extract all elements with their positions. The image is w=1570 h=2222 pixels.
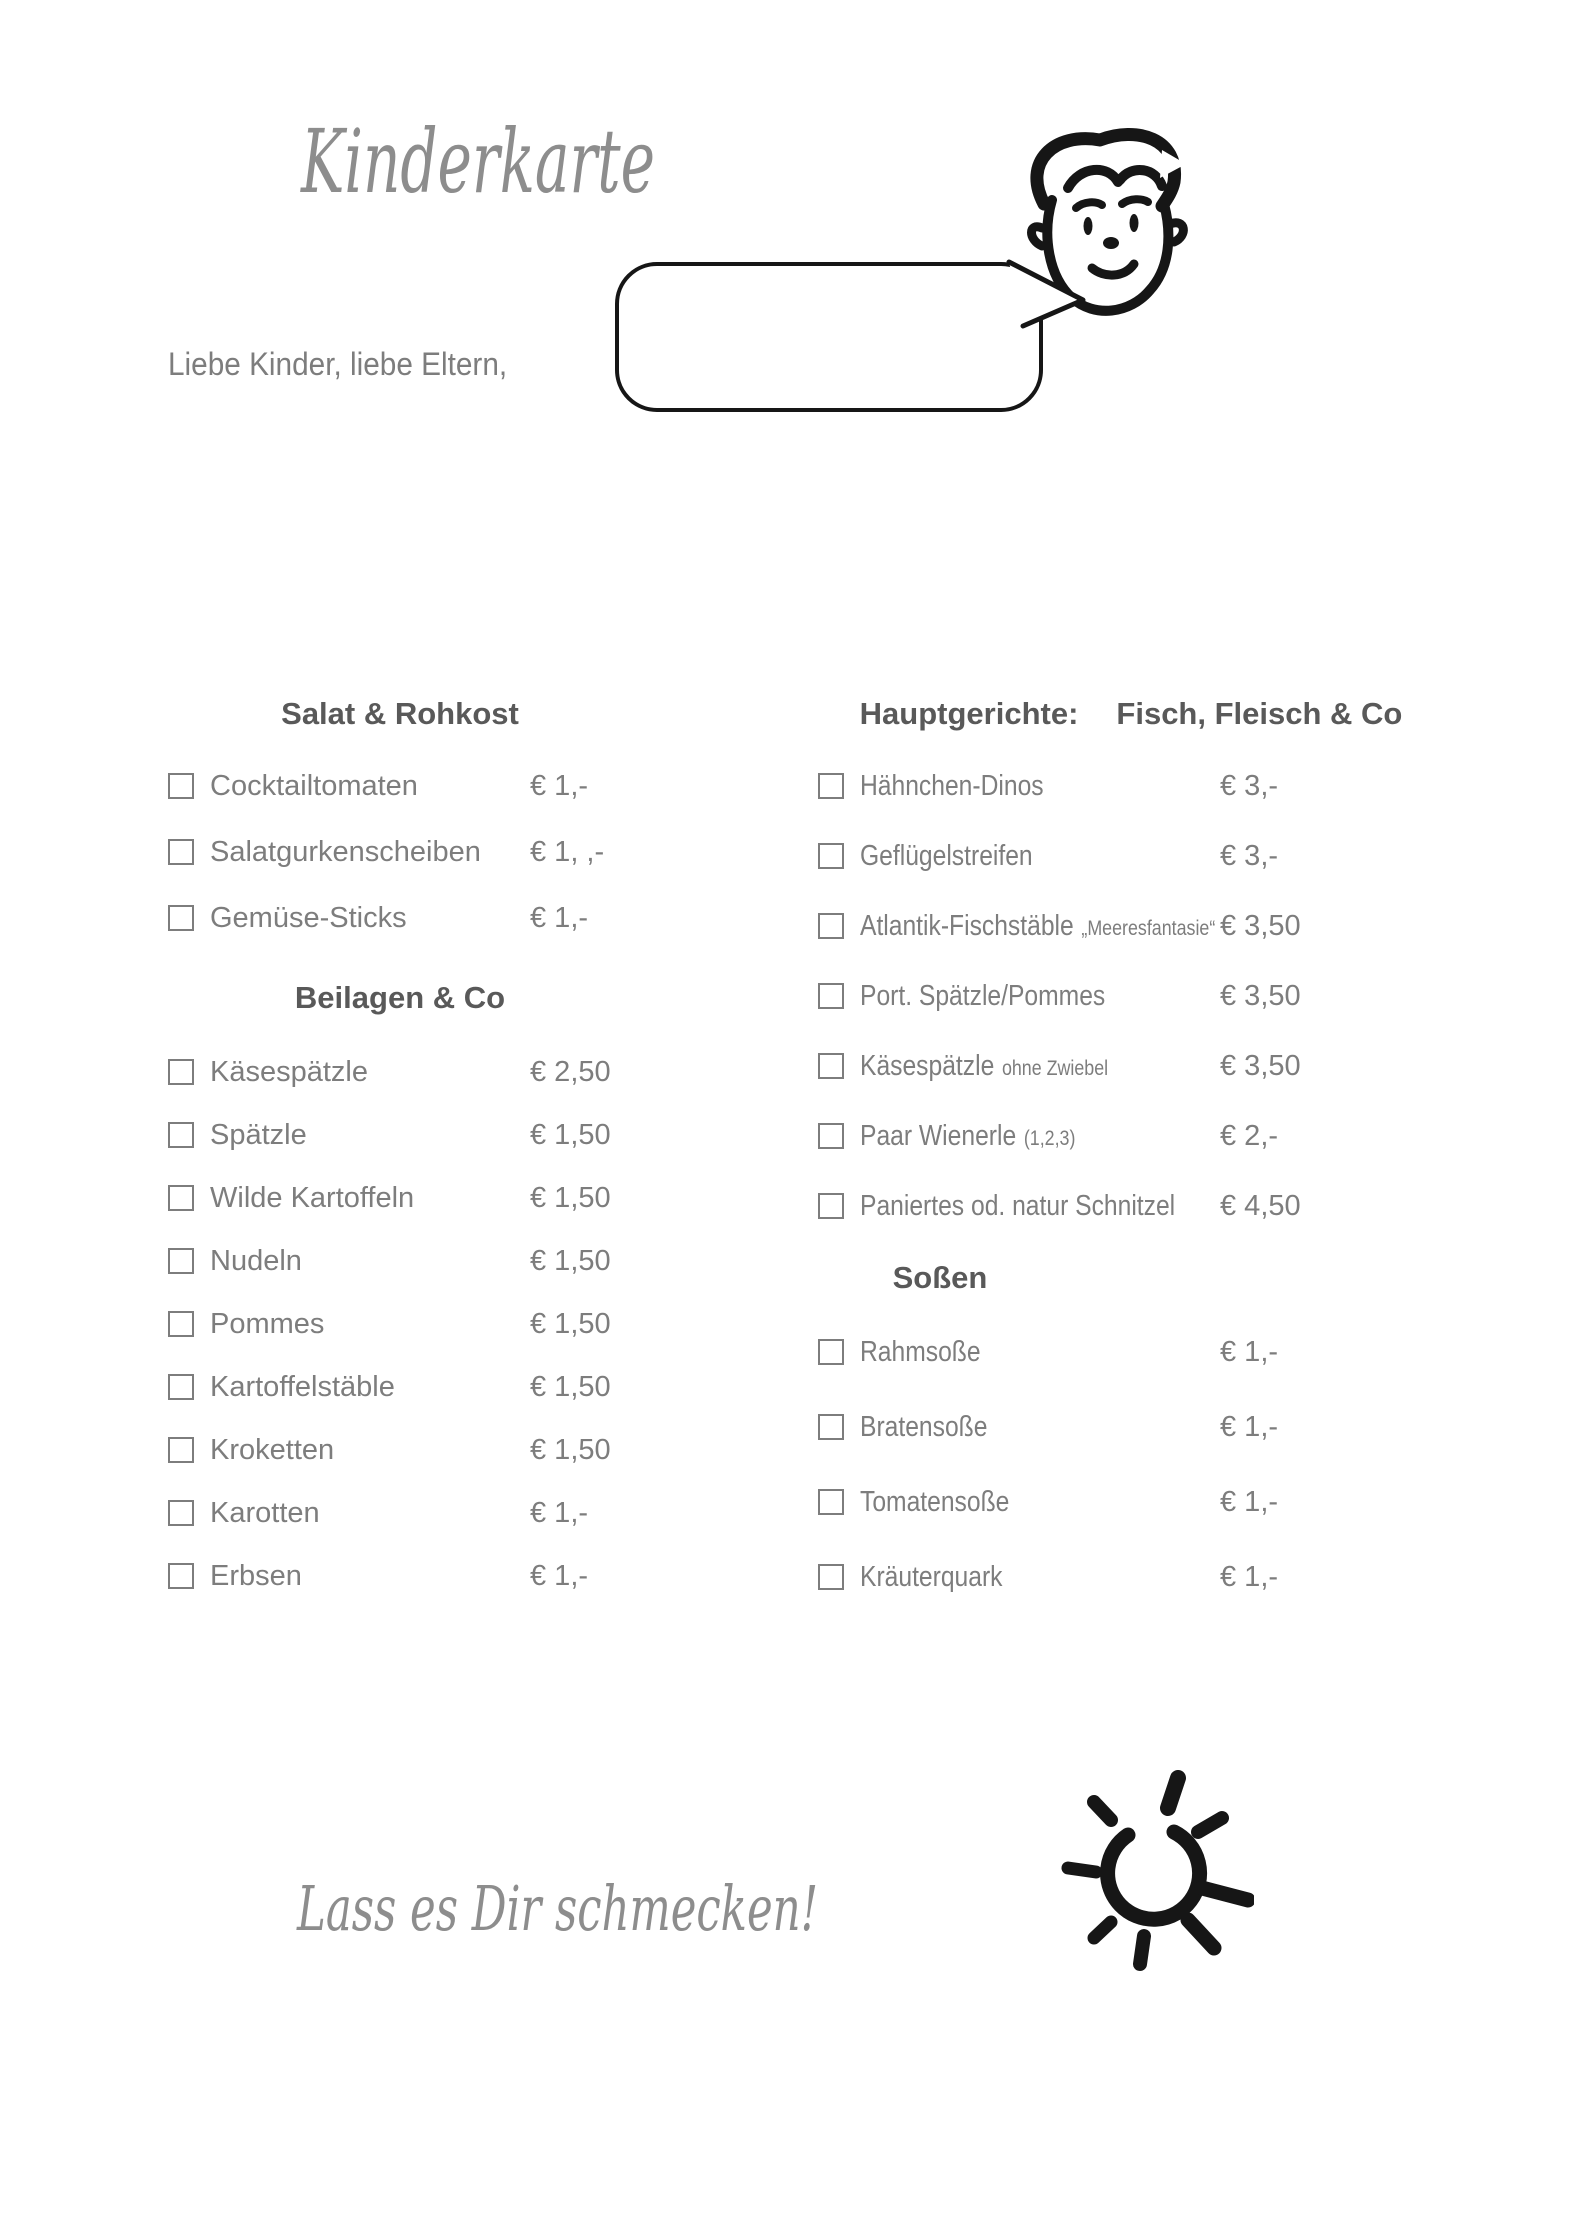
item-price: € 1,- — [1220, 1485, 1279, 1518]
item-checkbox[interactable] — [818, 1193, 844, 1219]
item-price: € 3,50 — [1220, 909, 1301, 942]
item-label-text: Gemüse-Sticks — [210, 901, 407, 934]
menu-item-row — [150, 1245, 650, 1277]
item-price: € 2,- — [1220, 1119, 1279, 1152]
item-price: € 1,50 — [530, 1244, 611, 1277]
item-label — [860, 1411, 987, 1444]
item-checkbox[interactable] — [818, 1053, 844, 1079]
item-label — [210, 1371, 395, 1404]
item-label — [210, 902, 407, 935]
item-price: € 1,- — [530, 1496, 589, 1529]
menu-item-row — [810, 1190, 1350, 1222]
heading-hauptgerichte-label: Hauptgerichte: — [859, 696, 1079, 731]
item-label-text: Salatgurkenscheiben — [210, 835, 481, 868]
item-checkbox[interactable] — [168, 1122, 194, 1148]
item-checkbox[interactable] — [818, 1489, 844, 1515]
item-price: € 4,50 — [1220, 1189, 1301, 1222]
item-price: € 1,- — [530, 901, 589, 934]
item-price: € 1,- — [1220, 1410, 1279, 1443]
item-label-text: Pommes — [210, 1307, 325, 1340]
item-label — [860, 1190, 1175, 1223]
item-price: € 3,- — [1220, 769, 1279, 802]
item-price: € 1,- — [530, 1559, 589, 1592]
item-label-text: Geflügelstreifen — [860, 839, 1033, 872]
speech-bubble — [615, 262, 1043, 412]
item-label-text: Kartoffelstäble — [210, 1370, 395, 1403]
section-heading-hauptgerichte — [861, 696, 1401, 732]
menu-item-row — [150, 1497, 650, 1529]
item-label-text: Hähnchen-Dinos — [860, 769, 1044, 802]
item-label-text: Käsespätzle — [210, 1055, 368, 1088]
menu-item-row — [150, 1434, 650, 1466]
sun-icon — [1056, 1770, 1254, 1972]
item-checkbox[interactable] — [168, 1185, 194, 1211]
item-label-text: Nudeln — [210, 1244, 302, 1277]
item-checkbox[interactable] — [168, 1059, 194, 1085]
item-label-text: Port. Spätzle/Pommes — [860, 979, 1106, 1012]
item-label-text: Kräuterquark — [860, 1560, 1003, 1593]
item-label-text: Spätzle — [210, 1118, 307, 1151]
menu-item-row — [150, 1371, 650, 1403]
speech-bubble-tail — [1005, 254, 1090, 334]
menu-column-left — [150, 696, 650, 1623]
section-heading-beilagen: Beilagen & Co — [294, 980, 506, 1015]
item-label-text: Wilde Kartoffeln — [210, 1181, 415, 1214]
item-label-text: Käsespätzle — [860, 1049, 995, 1082]
section-sossen-items — [810, 1336, 1350, 1593]
menu-column-right — [810, 696, 1403, 1636]
item-label — [860, 980, 1105, 1013]
item-checkbox[interactable] — [818, 1123, 844, 1149]
item-label-text: Erbsen — [210, 1559, 302, 1592]
item-note: „Meeresfantasie“ — [1081, 916, 1216, 940]
item-checkbox[interactable] — [168, 1437, 194, 1463]
item-price: € 3,50 — [1220, 1049, 1301, 1082]
item-label — [860, 1120, 1075, 1153]
item-label-text: Paniertes od. natur Schnitzel — [860, 1189, 1176, 1222]
page-title: Kinderkarte — [301, 110, 655, 213]
item-label-text: Rahmsoße — [860, 1335, 981, 1368]
section-heading-salat: Salat & Rohkost — [281, 696, 519, 731]
item-label-text: Bratensoße — [860, 1410, 988, 1443]
item-label — [860, 770, 1044, 803]
item-checkbox[interactable] — [818, 1414, 844, 1440]
item-label — [860, 910, 1215, 943]
menu-item-row — [150, 1560, 650, 1592]
menu-item-row — [150, 836, 650, 868]
item-price: € 1,50 — [530, 1433, 611, 1466]
item-checkbox[interactable] — [168, 773, 194, 799]
item-checkbox[interactable] — [818, 843, 844, 869]
item-label — [210, 1245, 302, 1278]
item-price: € 2,50 — [530, 1055, 611, 1088]
item-label — [860, 1050, 1108, 1083]
menu-item-row — [810, 1561, 1350, 1593]
item-label — [210, 836, 481, 869]
menu-item-row — [150, 770, 650, 802]
item-checkbox[interactable] — [168, 839, 194, 865]
item-checkbox[interactable] — [168, 1563, 194, 1589]
item-checkbox[interactable] — [168, 1374, 194, 1400]
item-label — [860, 1486, 1009, 1519]
item-checkbox[interactable] — [818, 983, 844, 1009]
item-label — [210, 1308, 324, 1341]
item-label — [210, 1434, 334, 1467]
greeting: Liebe Kinder, liebe Eltern, — [168, 346, 508, 382]
item-label — [860, 1336, 981, 1369]
item-label — [210, 1560, 302, 1593]
item-price: € 1,50 — [530, 1370, 611, 1403]
item-label — [860, 1561, 1003, 1594]
section-hauptgerichte-items — [810, 770, 1350, 1222]
item-checkbox[interactable] — [818, 1564, 844, 1590]
section-salat-items — [150, 770, 650, 934]
item-price: € 1,- — [1220, 1335, 1279, 1368]
item-label — [210, 770, 418, 803]
item-label-text: Cocktailtomaten — [210, 769, 418, 802]
item-price: € 1,- — [1220, 1560, 1279, 1593]
menu-item-row — [810, 910, 1350, 942]
menu-item-row — [810, 770, 1350, 802]
menu-item-row — [810, 840, 1350, 872]
item-price: € 1, ,- — [530, 835, 605, 868]
menu-item-row — [810, 1050, 1350, 1082]
item-checkbox[interactable] — [168, 1500, 194, 1526]
section-beilagen-items — [150, 1056, 650, 1592]
item-label-text: Tomatensoße — [860, 1485, 1010, 1518]
closing-message: Lass es Dir schmecken! — [297, 1872, 819, 1945]
item-checkbox[interactable] — [818, 773, 844, 799]
item-price: € 1,- — [530, 769, 589, 802]
menu-item-row — [150, 1119, 650, 1151]
item-price: € 3,50 — [1220, 979, 1301, 1012]
item-note: (1,2,3) — [1023, 1126, 1076, 1150]
item-price: € 1,50 — [530, 1307, 611, 1340]
item-checkbox[interactable] — [818, 1339, 844, 1365]
item-price: € 1,50 — [530, 1181, 611, 1214]
section-heading-sossen: Soßen — [892, 1260, 988, 1295]
item-checkbox[interactable] — [168, 1248, 194, 1274]
item-label — [860, 840, 1033, 873]
item-label — [210, 1182, 414, 1215]
menu-item-row — [150, 1182, 650, 1214]
item-label-text: Karotten — [210, 1496, 320, 1529]
item-label-text: Kroketten — [210, 1433, 335, 1466]
menu-item-row — [810, 980, 1350, 1012]
menu-item-row — [150, 902, 650, 934]
item-price: € 1,50 — [530, 1118, 611, 1151]
menu-item-row — [810, 1411, 1350, 1443]
menu-item-row — [150, 1056, 650, 1088]
item-note: ohne Zwiebel — [1001, 1056, 1109, 1080]
item-label-text: Paar Wienerle — [860, 1119, 1017, 1152]
menu-item-row — [810, 1336, 1350, 1368]
item-label — [210, 1056, 368, 1089]
item-checkbox[interactable] — [818, 913, 844, 939]
menu-item-row — [810, 1120, 1350, 1152]
item-label-text: Atlantik-Fischstäble — [860, 909, 1074, 942]
item-price: € 3,- — [1220, 839, 1279, 872]
item-checkbox[interactable] — [168, 1311, 194, 1337]
item-label — [210, 1497, 320, 1530]
heading-hauptgerichte-sub: Fisch, Fleisch & Co — [1116, 696, 1403, 731]
menu-item-row — [810, 1486, 1350, 1518]
item-label — [210, 1119, 307, 1152]
menu-item-row — [150, 1308, 650, 1340]
item-checkbox[interactable] — [168, 905, 194, 931]
